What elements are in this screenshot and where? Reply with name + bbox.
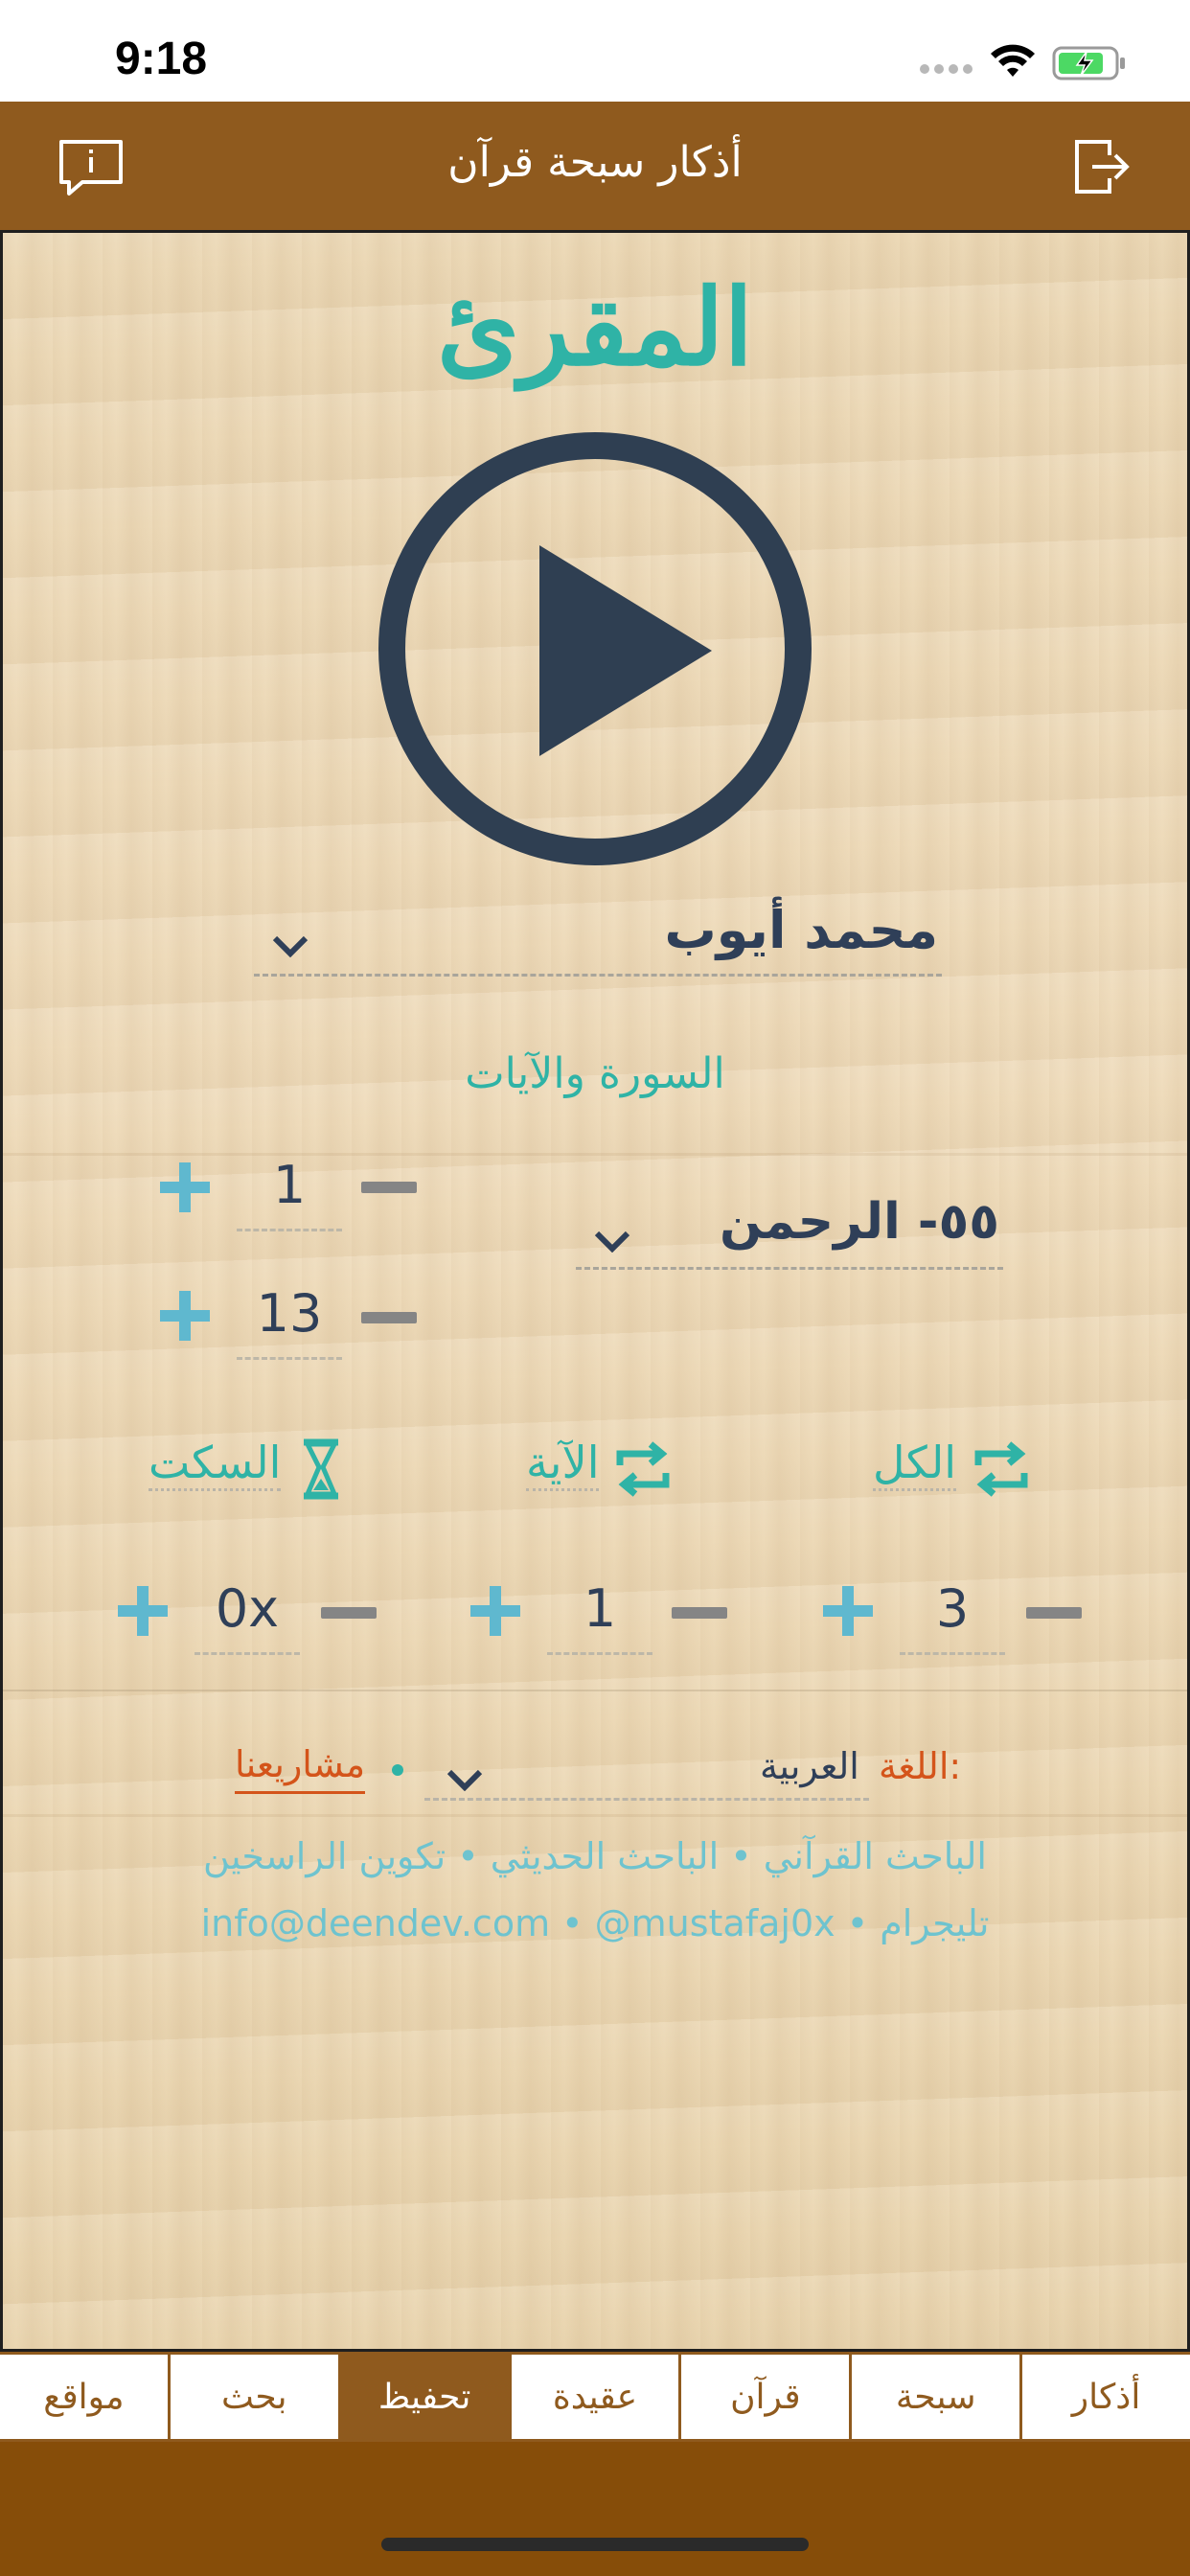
tab-search[interactable]: بحث xyxy=(168,2355,338,2439)
plus-icon[interactable] xyxy=(819,1582,877,1640)
contact-links[interactable]: info@deendev.com • @mustafaj0x • تليجرام xyxy=(200,1902,990,1944)
tab-tasbih[interactable]: سبحة xyxy=(849,2355,1019,2439)
repeat-ayah-label: الآية xyxy=(526,1437,599,1491)
status-time: 9:18 xyxy=(115,34,208,84)
reader-dropdown[interactable] xyxy=(254,900,942,977)
battery-icon xyxy=(1052,44,1129,82)
repeat-ayah-stepper xyxy=(467,1578,735,1655)
our-projects-link[interactable]: مشاريعنا xyxy=(235,1743,365,1794)
repeat-all-label: الكل xyxy=(873,1437,956,1491)
language-dropdown[interactable] xyxy=(424,1743,869,1801)
reader-title: المقرئ xyxy=(436,265,754,389)
tab-aqeedah[interactable]: عقيدة xyxy=(509,2355,679,2439)
plus-icon[interactable] xyxy=(467,1582,524,1640)
play-button[interactable] xyxy=(378,432,812,865)
plus-icon[interactable] xyxy=(156,1287,214,1345)
bottom-safe-area xyxy=(0,2442,1190,2576)
app-title: أذكار سبحة قرآن xyxy=(447,138,743,187)
navigation-bar xyxy=(0,102,1190,230)
tab-quran[interactable]: قرآن xyxy=(678,2355,849,2439)
repeat-all-stepper xyxy=(819,1578,1087,1655)
reader-name: محمد أيوب xyxy=(664,900,938,960)
surah-dropdown[interactable] xyxy=(576,1193,1003,1270)
tab-tahfeez[interactable]: تحفيظ xyxy=(338,2355,509,2439)
tab-websites[interactable]: مواقع xyxy=(43,2377,125,2417)
language-value[interactable]: العربية xyxy=(760,1745,859,1787)
ayah-from-stepper xyxy=(156,1155,424,1231)
pause-value[interactable]: 0x xyxy=(195,1578,300,1655)
ayah-from-value[interactable]: 1 xyxy=(237,1155,342,1231)
pause-stepper xyxy=(114,1578,382,1655)
chevron-down-icon xyxy=(593,1230,631,1253)
repeat-ayah-value[interactable]: 1 xyxy=(547,1578,652,1655)
chevron-down-icon xyxy=(446,1768,484,1791)
hourglass-icon[interactable] xyxy=(300,1438,342,1500)
surah-section-label: السورة والآيات xyxy=(465,1049,725,1098)
plus-icon[interactable] xyxy=(114,1582,172,1640)
chevron-down-icon xyxy=(271,934,309,957)
minus-icon[interactable] xyxy=(672,1607,727,1619)
signal-icon xyxy=(920,59,977,78)
tab-adhkar[interactable]: أذكار xyxy=(1019,2355,1190,2439)
logout-icon[interactable] xyxy=(1071,136,1133,197)
plus-icon[interactable] xyxy=(156,1159,214,1216)
status-bar xyxy=(0,0,1190,102)
section-divider xyxy=(3,1690,1187,1691)
repeat-all-value[interactable]: 3 xyxy=(900,1578,1005,1655)
minus-icon[interactable] xyxy=(361,1312,417,1323)
pause-label: السكت xyxy=(149,1437,281,1491)
wifi-icon xyxy=(989,42,1037,80)
repeat-icon[interactable] xyxy=(971,1438,1032,1500)
projects-links[interactable]: الباحث القرآني • الباحث الحديثي • تكوين الراسخين xyxy=(203,1835,987,1877)
home-indicator[interactable] xyxy=(381,2538,809,2551)
language-label: اللغة: xyxy=(879,1745,962,1787)
minus-icon[interactable] xyxy=(321,1607,377,1619)
ayah-to-value[interactable]: 13 xyxy=(237,1283,342,1360)
repeat-icon[interactable] xyxy=(612,1438,674,1500)
separator-dot xyxy=(392,1764,403,1776)
ayah-to-stepper xyxy=(156,1283,424,1360)
minus-icon[interactable] xyxy=(361,1182,417,1193)
minus-icon[interactable] xyxy=(1026,1607,1082,1619)
memorization-panel xyxy=(0,230,1190,2352)
surah-name: ٥٥- الرحمن xyxy=(720,1193,999,1251)
tab-bar xyxy=(0,2352,1190,2442)
